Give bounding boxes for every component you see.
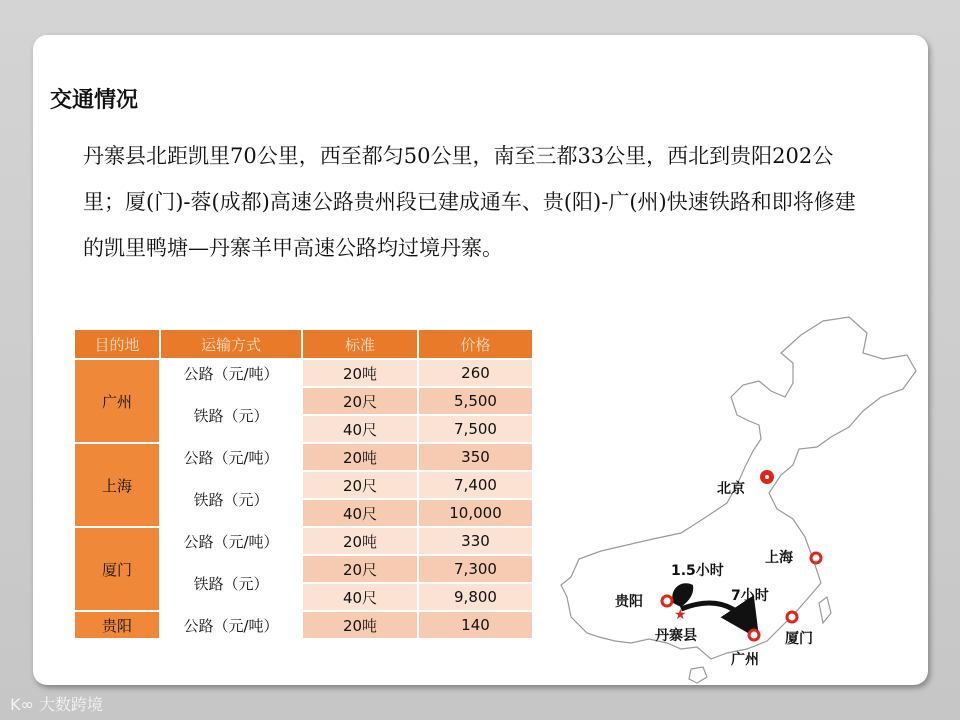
marker-shanghai — [811, 553, 821, 563]
table-row — [74, 443, 533, 471]
standard-cell: 40尺 — [302, 583, 418, 611]
price-cell: 10,000 — [418, 499, 533, 527]
label-beijing: 北京 — [717, 481, 745, 497]
taiwan-island — [819, 597, 831, 623]
marker-xiamen — [787, 612, 797, 622]
standard-cell: 20吨 — [302, 527, 418, 555]
price-cell: 7,400 — [418, 471, 533, 499]
header-price: 价格 — [418, 329, 533, 359]
marker-guiyang — [662, 596, 672, 606]
watermark — [10, 692, 103, 715]
price-cell: 5,500 — [418, 387, 533, 415]
label-guangzhou: 广州 — [731, 652, 759, 668]
standard-cell: 20尺 — [302, 555, 418, 583]
transport-road: 公路（元/吨） — [160, 443, 302, 471]
transport-rail: 铁路（元） — [160, 555, 302, 611]
header-destination: 目的地 — [74, 329, 160, 359]
slide-title: 交通情况 — [50, 88, 139, 113]
label-danzhai: 丹寨县 — [655, 628, 697, 644]
standard-cell: 40尺 — [302, 499, 418, 527]
price-cell: 350 — [418, 443, 533, 471]
watermark-logo-icon: K∞ — [10, 695, 39, 714]
header-transport: 运输方式 — [160, 329, 302, 359]
transport-road: 公路（元/吨） — [160, 611, 302, 639]
standard-cell: 40尺 — [302, 415, 418, 443]
destination-guangzhou: 广州 — [74, 359, 160, 443]
transport-road: 公路（元/吨） — [160, 359, 302, 387]
marker-guangzhou — [749, 630, 759, 640]
price-cell: 330 — [418, 527, 533, 555]
destination-guiyang: 贵阳 — [74, 611, 160, 639]
label-guiyang: 贵阳 — [615, 594, 643, 610]
price-cell: 140 — [418, 611, 533, 639]
price-cell: 7,500 — [418, 415, 533, 443]
transport-road: 公路（元/吨） — [160, 527, 302, 555]
destination-xiamen: 厦门 — [74, 527, 160, 611]
route-time-guiyang: 1.5小时 — [671, 563, 724, 579]
hainan-island — [689, 667, 707, 683]
standard-cell: 20吨 — [302, 443, 418, 471]
standard-cell: 20吨 — [302, 359, 418, 387]
transport-rail: 铁路（元） — [160, 471, 302, 527]
freight-rate-table — [73, 328, 534, 640]
price-cell: 260 — [418, 359, 533, 387]
standard-cell: 20吨 — [302, 611, 418, 639]
label-xiamen: 厦门 — [785, 631, 813, 647]
header-standard: 标准 — [302, 329, 418, 359]
transport-rail: 铁路（元） — [160, 387, 302, 443]
price-cell: 7,300 — [418, 555, 533, 583]
standard-cell: 20尺 — [302, 387, 418, 415]
destination-shanghai: 上海 — [74, 443, 160, 527]
star-icon: ★ — [674, 607, 687, 623]
marker-beijing — [760, 470, 774, 484]
description-paragraph: 丹寨县北距凯里70公里，西至都匀50公里，南至三都33公里，西北到贵阳202公里；厦(门)-蓉(成都)高速公路贵州段已建成通车、贵(阳)-广(州)快速铁路和即将修建的凯里鸭塘—丹寨羊甲高速公路均过境丹寨。 — [83, 144, 856, 260]
table-row — [74, 359, 533, 387]
standard-cell: 20尺 — [302, 471, 418, 499]
china-route-map — [531, 297, 926, 685]
table-row — [74, 611, 533, 639]
watermark-text: 大数跨境 — [38, 695, 103, 714]
slide-card — [33, 35, 928, 685]
table-header-row — [74, 329, 533, 359]
label-shanghai: 上海 — [765, 550, 793, 566]
table-row — [74, 527, 533, 555]
route-time-guangzhou: 7小时 — [731, 588, 769, 604]
price-cell: 9,800 — [418, 583, 533, 611]
